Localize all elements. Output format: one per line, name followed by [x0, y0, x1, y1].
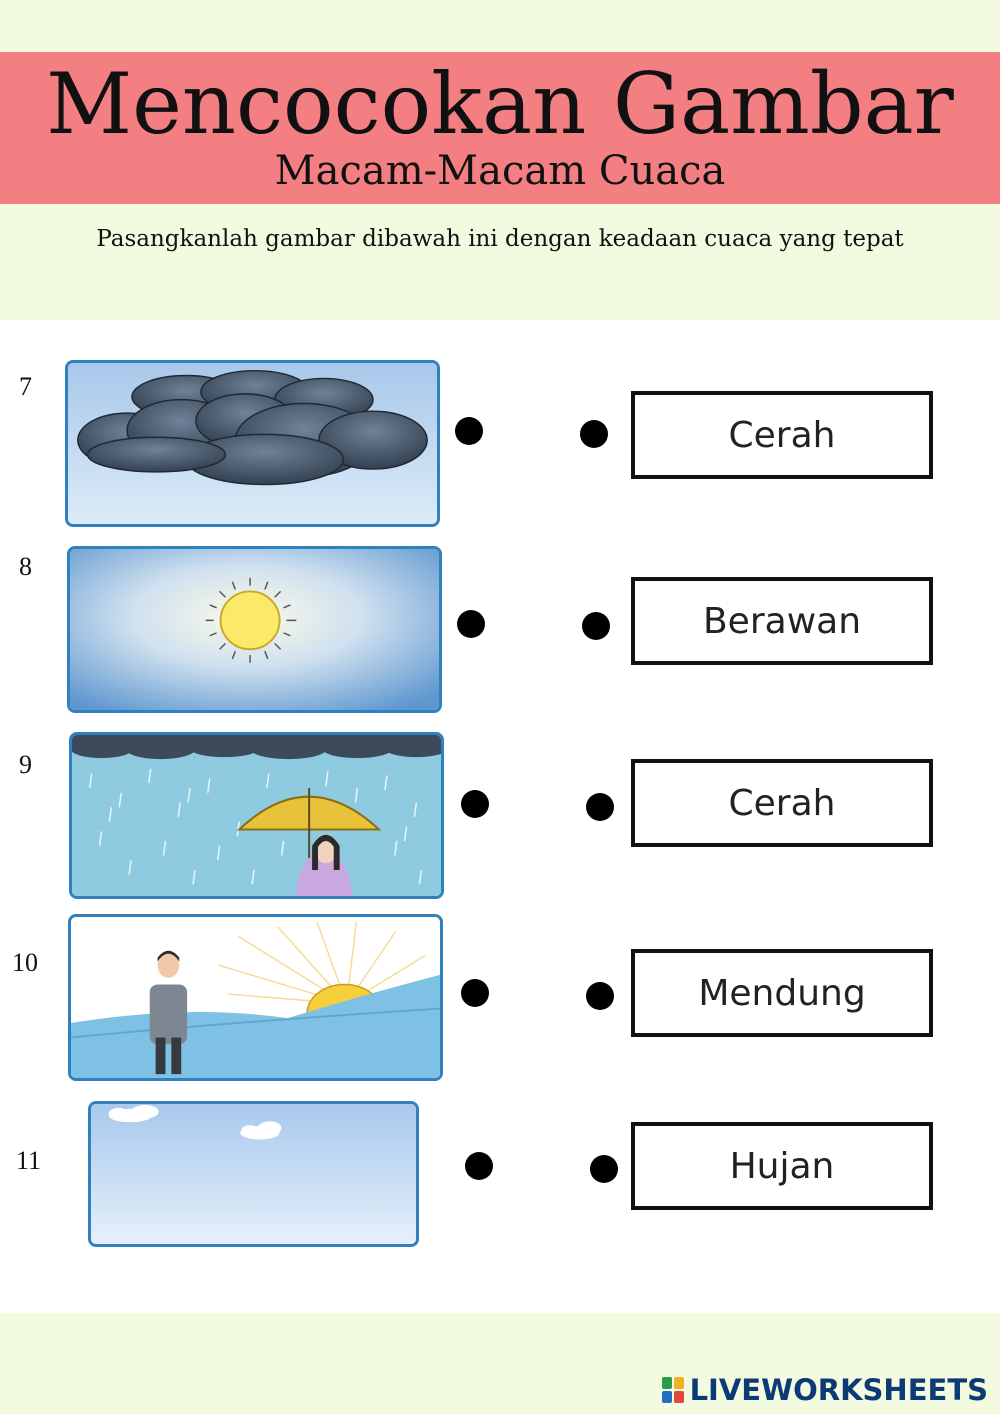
- answer-1-dot[interactable]: [580, 420, 608, 448]
- question-number: 9: [19, 750, 32, 779]
- picture-7-dot[interactable]: [455, 417, 483, 445]
- liveworksheets-logo-icon: [662, 1377, 684, 1403]
- clear-sky-picture: [88, 1101, 419, 1247]
- rain-umbrella-picture: [69, 732, 444, 899]
- instruction-text: Pasangkanlah gambar dibawah ini dengan keadaan cuaca yang tepat: [96, 226, 904, 252]
- answer-box-hujan: Hujan: [631, 1122, 933, 1210]
- sunset-man-picture: [68, 914, 443, 1081]
- answer-3-dot[interactable]: [586, 793, 614, 821]
- answer-box-berawan: Berawan: [631, 577, 933, 665]
- title-banner: [0, 52, 1000, 204]
- brand-name: LIVEWORKSHEETS: [689, 1373, 988, 1407]
- dark-clouds-picture: [65, 360, 440, 527]
- question-number: 11: [16, 1146, 42, 1175]
- answer-box-cerah-2: Cerah: [631, 759, 933, 847]
- answer-2-dot[interactable]: [582, 612, 610, 640]
- page-title: Mencocokan Gambar: [46, 55, 954, 153]
- picture-11-dot[interactable]: [465, 1152, 493, 1180]
- sun-picture: [67, 546, 442, 713]
- page-subtitle: Macam-Macam Cuaca: [274, 148, 726, 194]
- question-number: 8: [19, 552, 32, 581]
- question-number: 7: [19, 372, 32, 401]
- liveworksheets-logo[interactable]: [662, 1372, 988, 1408]
- answer-4-dot[interactable]: [586, 982, 614, 1010]
- answer-5-dot[interactable]: [590, 1155, 618, 1183]
- picture-8-dot[interactable]: [457, 610, 485, 638]
- answer-box-cerah: Cerah: [631, 391, 933, 479]
- picture-9-dot[interactable]: [461, 790, 489, 818]
- answer-box-mendung: Mendung: [631, 949, 933, 1037]
- picture-10-dot[interactable]: [461, 979, 489, 1007]
- question-number: 10: [12, 948, 38, 977]
